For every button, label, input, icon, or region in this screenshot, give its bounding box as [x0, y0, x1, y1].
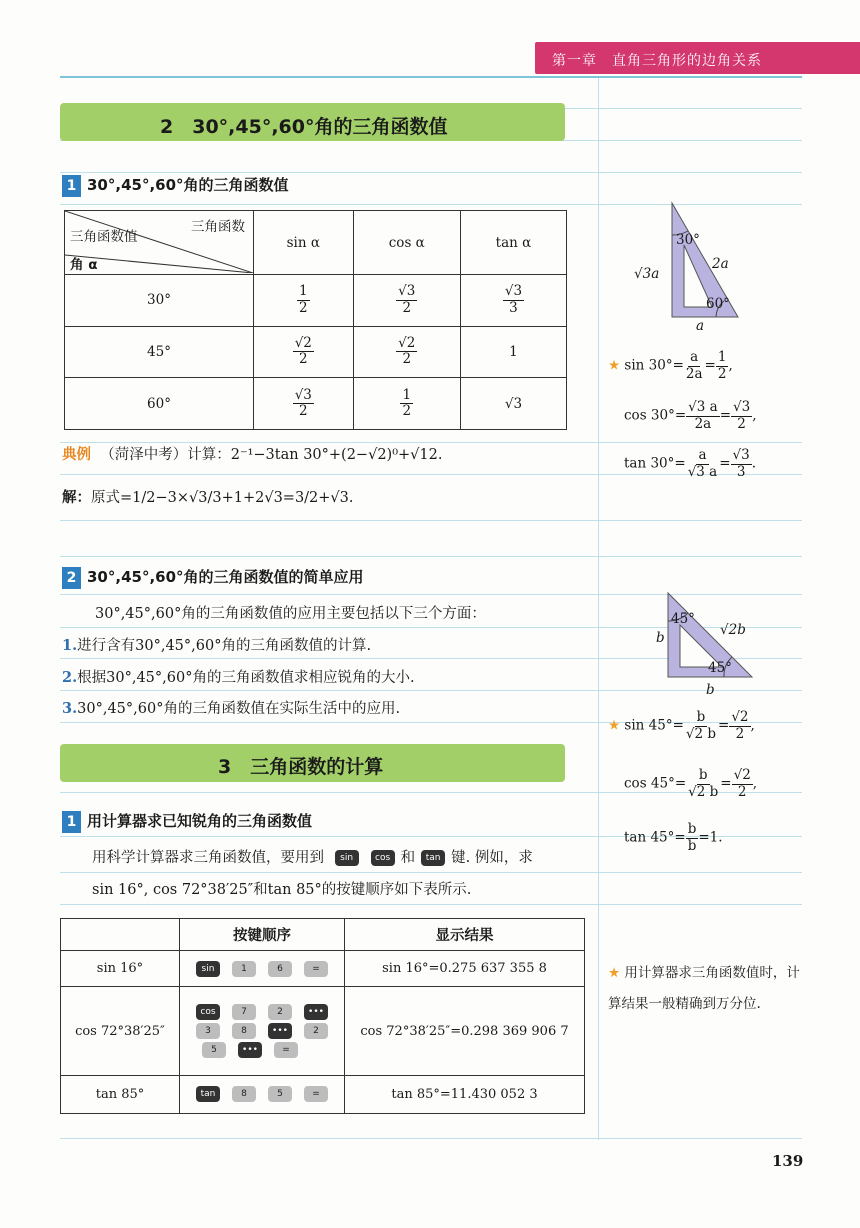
- subsection-heading: [62, 174, 289, 197]
- side-label: b: [706, 682, 715, 698]
- angle-cell: 45°: [65, 326, 254, 378]
- dms-key: •••: [304, 1004, 328, 1020]
- formula-cos45: cos 45°= $\frac{b}{√2 b}$ = $\frac{√2}{2}$ ,: [624, 767, 758, 800]
- value-cell: √3: [460, 378, 566, 430]
- digit-key: 6: [268, 961, 292, 977]
- example-text: （菏泽中考）计算：2⁻¹−3tan 30°+(2−√2)⁰+√12.: [100, 447, 443, 463]
- subsection-heading: [62, 566, 364, 589]
- cos-key: cos: [371, 850, 395, 866]
- chapter-header: 第一章 直角三角形的边角关系: [552, 53, 762, 69]
- fraction: $\frac{√3}{3}$: [504, 283, 523, 316]
- calculator-paragraph: 用科学计算器求三角函数值，要用到 sin cos 和 tan 键. 例如，求: [92, 850, 533, 866]
- angle-cell: 60°: [65, 378, 254, 430]
- calculator-paragraph-2: sin 16°, cos 72°38′25″和tan 85°的按键顺序如下表所示.: [92, 882, 472, 898]
- key-sequence: [180, 987, 345, 1075]
- fraction: $\frac{1}{2}$: [402, 386, 412, 420]
- side-label: b: [656, 630, 665, 646]
- intro-paragraph: 30°,45°,60°角的三角函数值的应用主要包括以下三个方面：: [95, 606, 486, 622]
- cos-key: cos: [196, 1004, 220, 1020]
- page-number: 139: [772, 1152, 804, 1170]
- digit-key: 3: [196, 1023, 220, 1039]
- table-row: [65, 275, 567, 327]
- subsection-title: 用计算器求已知锐角的三角函数值: [87, 812, 313, 830]
- sin-key: sin: [196, 961, 220, 977]
- fraction: $\frac{1}{2}$: [299, 283, 308, 316]
- sin-key: sin: [335, 850, 359, 866]
- solution-text: 原式=1/2−3×√3/3+1+2√3=3/2+√3.: [91, 490, 354, 506]
- fraction: $\frac{√3}{2}$: [294, 386, 312, 420]
- col-header: 按键顺序: [180, 919, 345, 951]
- angle-label: 45°: [671, 611, 695, 627]
- table-row: cos 72°38′25″ cos 7 2 ••• 3 8 ••• 2 5 ••• = cos 72°38′25″=0.298 369 906 7: [61, 987, 585, 1075]
- key-sequence-table: [60, 918, 585, 1114]
- dms-key: •••: [238, 1042, 262, 1058]
- example-line: [62, 443, 442, 464]
- digit-key: 1: [232, 961, 256, 977]
- digit-key: 7: [232, 1004, 256, 1020]
- table-row: sin 16° sin 1 6 = sin 16°=0.275 637 355 8: [61, 951, 585, 987]
- col-header: tan α: [460, 211, 566, 275]
- subsection-number: 1: [62, 811, 81, 833]
- table-row: tan 85° tan 8 5 = tan 85°=11.430 052 3: [61, 1075, 585, 1113]
- section-title: 2 30°,45°,60°角的三角函数值: [160, 116, 448, 138]
- equals-key: =: [304, 961, 328, 977]
- angle-cell: 30°: [65, 275, 254, 327]
- corner-header-cell: [65, 211, 254, 275]
- subsection-heading: [62, 810, 312, 833]
- tan-key: tan: [421, 850, 445, 866]
- angle-label: 60°: [706, 296, 730, 312]
- fraction: $\frac{√2}{2}$: [294, 334, 312, 368]
- equals-key: =: [304, 1086, 328, 1102]
- section-title: 3 三角函数的计算: [218, 756, 384, 778]
- value-cell: 1: [460, 326, 566, 378]
- key-sequence: [180, 951, 345, 987]
- triangle-30-60-diagram: [620, 195, 760, 335]
- formula-tan45: tan 45°= $\frac{b}{b}$ =1.: [624, 821, 723, 854]
- solution-label: 解：: [62, 490, 91, 506]
- corner-label-top: 三角函数: [191, 219, 245, 235]
- angle-label: 30°: [676, 232, 700, 248]
- formula-sin30: ★ sin 30°= $\frac{a}{2a}$ = $\frac{1}{2}$ ,: [608, 349, 733, 382]
- dms-key: •••: [268, 1023, 292, 1039]
- solution-line: [62, 486, 354, 507]
- fraction: $\frac{√3}{2}$: [398, 283, 416, 316]
- subsection-number: 2: [62, 567, 81, 589]
- tan-key: tan: [196, 1086, 220, 1102]
- list-item: 2.根据30°,45°,60°角的三角函数值求相应锐角的大小.: [62, 669, 415, 686]
- digit-key: 2: [268, 1004, 292, 1020]
- formula-cos30: cos 30°= $\frac{√3 a}{2a}$ = $\frac{√3}{2}$ ,: [624, 399, 757, 432]
- subsection-number: 1: [62, 175, 81, 197]
- calculator-note: ★ 用计算器求三角函数值时，计算结果一般精确到万分位.: [608, 965, 800, 1012]
- side-label: a: [696, 318, 705, 334]
- table-row: [65, 326, 567, 378]
- col-header: sin α: [254, 211, 354, 275]
- formula-sin45: ★ sin 45°= $\frac{b}{√2 b}$ = $\frac{√2}{2}$ ,: [608, 709, 755, 742]
- corner-label-bottom: 角 α: [70, 257, 98, 273]
- example-label: 典例: [62, 447, 91, 463]
- col-header: 显示结果: [345, 919, 585, 951]
- digit-key: 5: [202, 1042, 226, 1058]
- angle-label: 45°: [708, 660, 732, 676]
- digit-key: 2: [304, 1023, 328, 1039]
- digit-key: 8: [232, 1086, 256, 1102]
- equals-key: =: [274, 1042, 298, 1058]
- side-label: √2b: [720, 622, 746, 638]
- star-icon: ★: [608, 717, 621, 734]
- list-item: 3.30°,45°,60°角的三角函数值在实际生活中的应用.: [62, 700, 401, 717]
- digit-key: 8: [232, 1023, 256, 1039]
- digit-key: 5: [268, 1086, 292, 1102]
- key-sequence: [180, 1075, 345, 1113]
- star-icon: ★: [608, 357, 621, 374]
- col-header: cos α: [353, 211, 460, 275]
- formula-tan30: tan 30°= $\frac{a}{√3 a}$ = $\frac{√3}{3}$ .: [624, 447, 757, 480]
- side-label: √3a: [634, 266, 660, 282]
- corner-label-mid: 三角函数值: [70, 229, 138, 245]
- trig-values-table: [64, 210, 567, 430]
- side-label: 2a: [712, 256, 729, 272]
- table-row: [65, 378, 567, 430]
- star-icon: ★: [608, 965, 621, 981]
- subsection-title: 30°,45°,60°角的三角函数值: [87, 176, 289, 194]
- fraction: $\frac{√2}{2}$: [398, 334, 416, 368]
- subsection-title: 30°,45°,60°角的三角函数值的简单应用: [87, 568, 364, 586]
- list-item: 1.进行含有30°,45°,60°角的三角函数值的计算.: [62, 637, 372, 654]
